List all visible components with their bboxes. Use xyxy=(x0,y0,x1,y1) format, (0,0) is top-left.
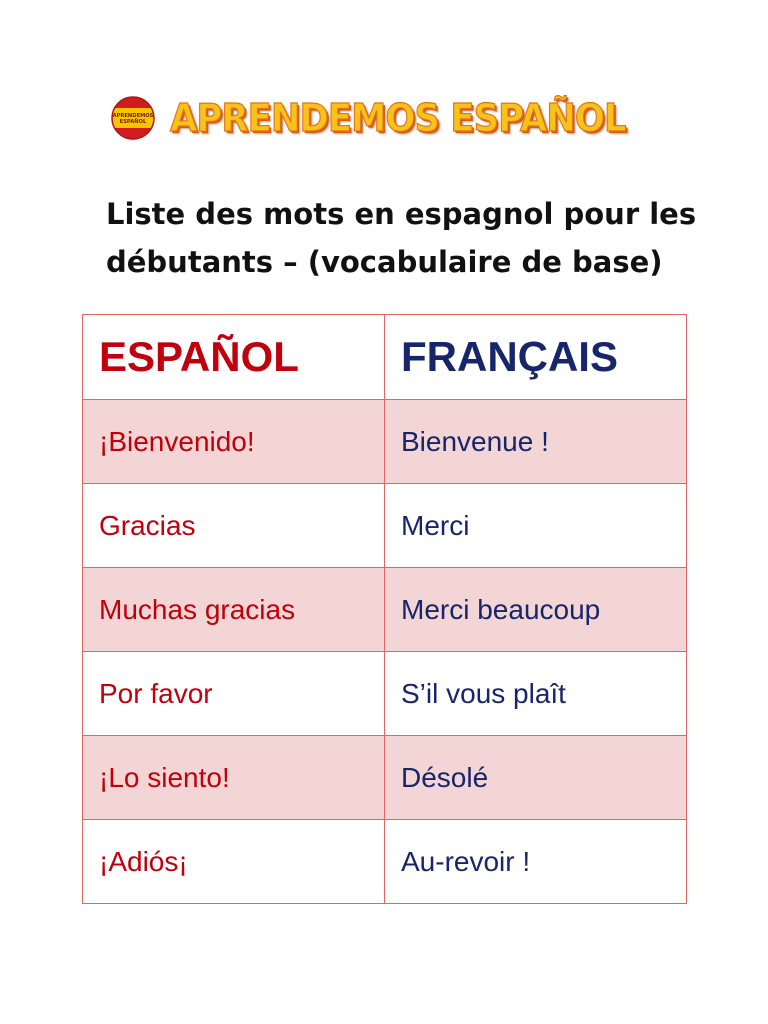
french-word: Merci xyxy=(385,484,687,568)
table-row xyxy=(83,568,687,652)
spanish-word: ¡Bienvenido! xyxy=(83,400,385,484)
spanish-word: ¡Adiós¡ xyxy=(83,820,385,904)
spanish-word: Por favor xyxy=(83,652,385,736)
table-header-row xyxy=(83,315,687,400)
brand-header xyxy=(110,92,660,144)
logo-text-line1: APRENDEMOS xyxy=(112,113,154,119)
french-word: Bienvenue ! xyxy=(385,400,687,484)
french-word: S’il vous plaît xyxy=(385,652,687,736)
vocabulary-table xyxy=(82,314,687,904)
logo-text-line2: ESPAÑOL xyxy=(119,119,147,125)
french-word: Désolé xyxy=(385,736,687,820)
table-row xyxy=(83,400,687,484)
table-row xyxy=(83,820,687,904)
spanish-word: Gracias xyxy=(83,484,385,568)
table-row xyxy=(83,652,687,736)
table-row xyxy=(83,736,687,820)
header-spanish: ESPAÑOL xyxy=(83,315,385,400)
page-subtitle: Liste des mots en espagnol pour les débutants – (vocabulaire de base) xyxy=(106,197,697,279)
french-word: Au-revoir ! xyxy=(385,820,687,904)
table-row xyxy=(83,484,687,568)
spanish-word: ¡Lo siento! xyxy=(83,736,385,820)
spanish-flag-badge-icon xyxy=(110,95,156,141)
spanish-word: Muchas gracias xyxy=(83,568,385,652)
french-word: Merci beaucoup xyxy=(385,568,687,652)
header-french: FRANÇAIS xyxy=(385,315,687,400)
site-title: APRENDEMOS ESPAÑOL xyxy=(170,96,626,140)
